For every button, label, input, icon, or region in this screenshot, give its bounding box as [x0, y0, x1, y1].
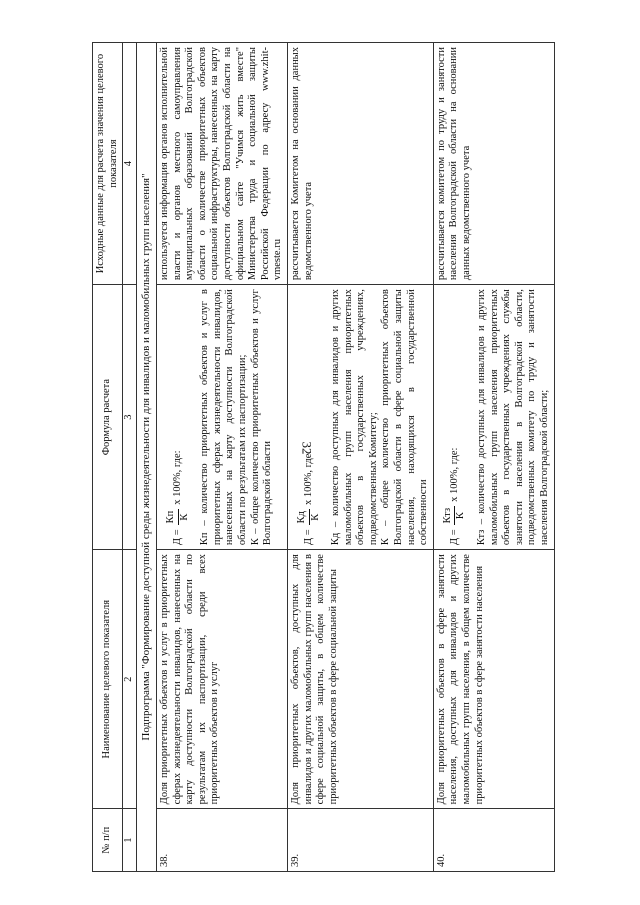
rotated-table-container: [92, 42, 602, 872]
header-num: № п/п: [93, 809, 123, 872]
indicator-name: Доля приоритетных объектов, доступных для инвалидов и других маломобильных групп населения в сфере социальной защиты, в общем количестве приоритетных объектов в сфере социальной защиты: [287, 550, 433, 809]
formula-prefix: Д =: [448, 529, 460, 546]
page-number: 32: [299, 441, 315, 455]
col-index-3: 3: [123, 285, 137, 550]
row-number: 39.: [287, 809, 433, 872]
row-number: 38.: [156, 809, 287, 872]
fraction-numerator: Ктз: [442, 506, 456, 525]
fraction-denominator: К: [455, 512, 467, 520]
formula-suffix: х 100%, где:: [302, 450, 314, 506]
col-index-2: 2: [123, 550, 137, 809]
indicator-name: Доля приоритетных объектов в сфере занятости населения, доступных для инвалидов и других маломобильных групп населения, в общем количестве приоритетных объектов в сфере занятости населения: [433, 550, 554, 809]
fraction-numerator: Кд: [296, 509, 310, 525]
formula-description: К – общее количество приоритетных объектов и услуг Волгоградской области: [249, 289, 274, 546]
formula-suffix: х 100%, где:: [171, 450, 183, 505]
formula-description: Ктз – количество доступных для инвалидов и других маломобильных групп населения приоритетных объектов в государственных учреждениях службы занятости населения в Волгоградской области, подведомственных комитету по труду и занятости населения Волгоградской области;: [476, 289, 550, 546]
fraction: [296, 509, 322, 525]
fraction-denominator: К: [178, 513, 190, 521]
row-number: 40.: [433, 809, 554, 872]
subprogram-row: [136, 43, 156, 872]
formula: [296, 289, 322, 545]
indicator-table: [92, 42, 555, 872]
source-data: рассчитывается Комитетом на основании данных ведомственного учета: [287, 43, 433, 285]
formula-prefix: Д =: [302, 529, 314, 546]
header-formula: Формула расчета: [93, 285, 123, 550]
formula-suffix: х 100%, где:: [448, 447, 460, 502]
indicator-name: Доля приоритетных объектов и услуг в приоритетных сферах жизнедеятельности инвалидов, нанесенных на карту доступности Волгоградской области по результатам их паспортизации, среди всех приоритетных объектов и услуг: [156, 550, 287, 809]
formula: [165, 289, 191, 545]
table-row: [156, 43, 287, 872]
col-index-1: 1: [123, 809, 137, 872]
fraction-denominator: К: [309, 513, 321, 521]
formula-description: Кп – количество приоритетных объектов и услуг в приоритетных сферах жизнедеятельности инвалидов, нанесенных на карту доступности Волгоградской области по результатам их паспортизации;: [199, 289, 248, 546]
col-index-4: 4: [123, 43, 137, 285]
formula-cell: [433, 285, 554, 550]
formula-cell: [156, 285, 287, 550]
source-data: используется информация органов исполнительной власти и органов местного самоуправления муниципальных образований Волгоградской области о количестве приоритетных объектов социальной инфраструктуры, нанесенных на карту доступности объектов Волгоградской области на официальном сайте "Учимся жить вместе" Министерства труда и социальной защиты Российской Федерации по адресу www.zhit-vmeste.ru: [156, 43, 287, 285]
fraction: [165, 509, 191, 526]
header-indicator-name: Наименование целевого показателя: [93, 550, 123, 809]
table-row: [287, 43, 433, 872]
table-header-row: [93, 43, 123, 872]
table-row: [433, 43, 554, 872]
formula-prefix: Д =: [171, 529, 183, 546]
fraction-numerator: Кп: [165, 509, 179, 526]
formula-description: Кд – количество доступных для инвалидов и других маломобильных групп населения приоритетных объектов в государственных учреждениях, подведомственных Комитету;: [330, 289, 379, 546]
formula: [442, 289, 468, 545]
fraction: [442, 506, 468, 525]
formula-description: К – общее количество приоритетных объектов Волгоградской области в сфере социальной защиты населения, находящихся в государственной собственности: [380, 289, 430, 546]
source-data: рассчитывается комитетом по труду и занятости населения Волгоградской области на основании данных ведомственного учета: [433, 43, 554, 285]
formula-cell: [287, 285, 433, 550]
subprogram-title: Подпрограмма "Формирование доступной среды жизнедеятельности для инвалидов и маломобильных групп населения": [136, 43, 156, 872]
column-index-row: [123, 43, 137, 872]
header-source-data: Исходные данные для расчета значения целевого показателя: [93, 43, 123, 285]
